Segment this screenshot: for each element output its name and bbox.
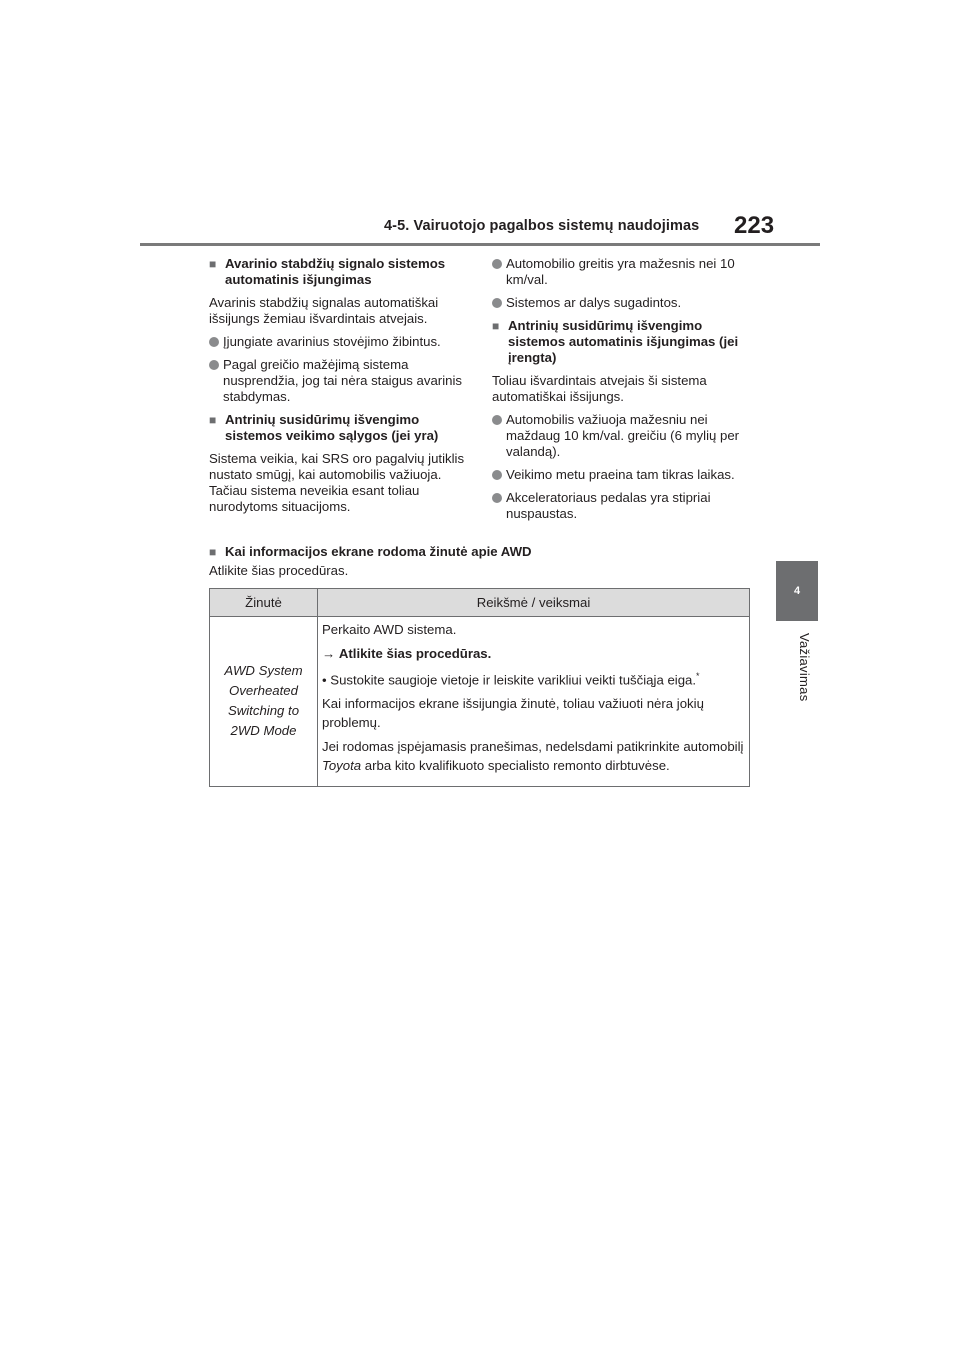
section-heading: ■ Avarinio stabdžių signalo sistemos automatinis išjungimas — [209, 256, 446, 287]
chapter-tab-number: 4 — [793, 585, 801, 597]
paragraph: Tačiau sistema neveikia esant toliau nurodytoms situacijoms. — [209, 483, 420, 514]
arrow-right-icon: → — [322, 645, 336, 661]
bullet-icon — [492, 470, 502, 480]
awd-section — [209, 544, 754, 579]
bullet-icon — [492, 493, 502, 503]
cell-paragraph: • Sustokite saugioje vietoje ir leiskite varikliui veikti tuščiąja eiga.* — [322, 671, 700, 688]
section-heading: ■ Antrinių susidūrimų išvengimo sistemos veikimo sąlygos (jei yra) — [209, 412, 439, 443]
bullet-icon — [209, 337, 219, 347]
header-rule — [140, 243, 820, 246]
bullet-icon — [492, 259, 502, 269]
right-column — [492, 256, 754, 529]
list-item: Veikimo metu praeina tam tikras laikas. — [492, 467, 754, 483]
square-marker-icon: ■ — [492, 319, 500, 333]
cell-paragraph: Perkaito AWD sistema. — [322, 622, 457, 637]
bullet-icon — [209, 360, 219, 370]
table-header-row — [210, 589, 750, 617]
cell-paragraph: → Atlikite šias procedūras. — [322, 645, 492, 661]
square-marker-icon: ■ — [209, 257, 217, 271]
square-marker-icon: ■ — [209, 413, 217, 427]
action-cell — [318, 617, 750, 787]
list-item: Sistemos ar dalys sugadintos. — [492, 295, 754, 311]
page-number: 223 — [734, 212, 775, 239]
message-table — [209, 588, 750, 787]
paragraph: Atlikite šias procedūras. — [209, 563, 349, 578]
cell-paragraph: Jei rodomas įspėjamasis pranešimas, nedelsdami patikrinkite automobilį Toyota arba kito kvalifikuoto specialisto remonto dirbtuvėse. — [322, 738, 744, 774]
chapter-tab — [776, 561, 818, 621]
footnote-mark: * — [696, 671, 700, 681]
message-cell: AWD System Overheated Switching to 2WD Mode — [210, 617, 318, 787]
brand-name: Toyota — [322, 758, 362, 774]
chapter-side-label: Važiavimas — [797, 633, 812, 702]
left-column — [209, 256, 474, 515]
column-header-meaning: Reikšmė / veiksmai — [318, 589, 750, 617]
paragraph: Avarinis stabdžių signalas automatiškai išsijungs žemiau išvardintais atvejais. — [209, 295, 439, 326]
section-heading: ■ Kai informacijos ekrane rodoma žinutė apie AWD — [209, 544, 532, 559]
table-row — [210, 617, 750, 787]
list-item: Automobilio greitis yra mažesnis nei 10 km/val. — [492, 256, 754, 288]
section-heading: ■ Antrinių susidūrimų išvengimo sistemos automatinis išjungimas (jei įrengta) — [492, 318, 739, 365]
list-item: Pagal greičio mažėjimą sistema nusprendžia, jog tai nėra staigus avarinis stabdymas. — [209, 357, 474, 405]
column-header-message: Žinutė — [210, 589, 318, 617]
paragraph: Sistema veikia, kai SRS oro pagalvių jutiklis nustato smūgį, kai automobilis važiuoja. — [209, 451, 465, 482]
chapter-title: 4-5. Vairuotojo pagalbos sistemų naudojimas — [384, 218, 700, 234]
bullet-icon — [492, 298, 502, 308]
square-marker-icon: ■ — [209, 545, 217, 559]
paragraph: Toliau išvardintais atvejais ši sistema automatiškai išsijungs. — [492, 373, 707, 404]
list-item: Įjungiate avarinius stovėjimo žibintus. — [209, 334, 474, 350]
cell-paragraph: Kai informacijos ekrane išsijungia žinutė, toliau važiuoti nėra jokių problemų. — [322, 695, 704, 731]
list-item: Automobilis važiuoja mažesniu nei maždaug 10 km/val. greičiu (6 mylių per valandą). — [492, 412, 754, 460]
bullet-icon — [492, 415, 502, 425]
list-item: Akceleratoriaus pedalas yra stipriai nuspaustas. — [492, 490, 754, 522]
